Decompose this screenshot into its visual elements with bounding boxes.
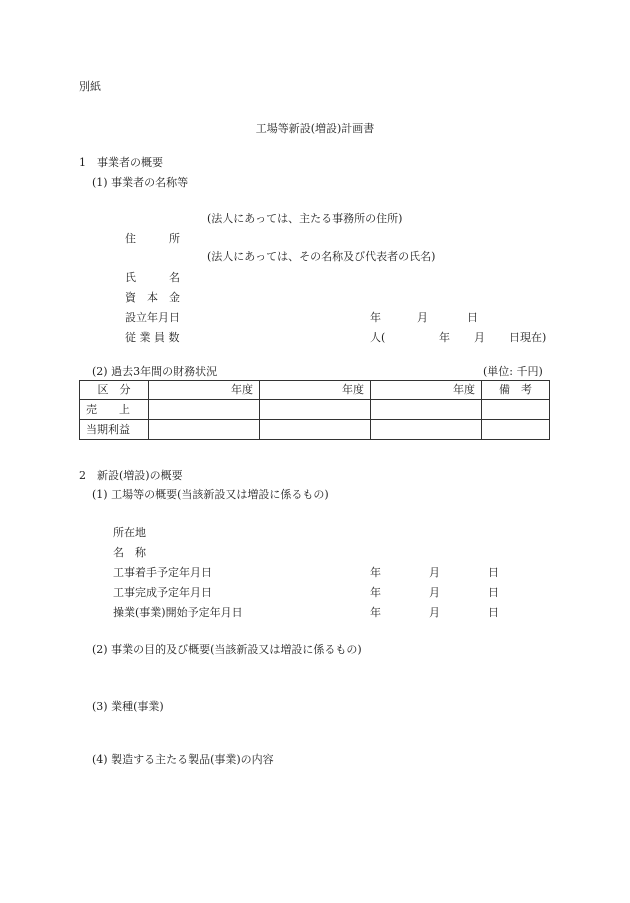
date-day: 日: [488, 586, 499, 599]
table-row: [80, 400, 550, 420]
facility-name-label: 名 称: [113, 546, 146, 559]
employees-person: 人(: [370, 331, 386, 344]
construction-start-label: 工事着手予定年月日: [113, 566, 212, 579]
table-header-row: [80, 381, 550, 400]
section2-sub1-heading: (1) 工場等の概要(当該新設又は増設に係るもの): [92, 488, 329, 501]
table-cell: [482, 420, 550, 440]
header-remarks: 備 考: [482, 381, 550, 400]
name-label: 氏 名: [125, 271, 180, 284]
section1-sub2-heading: (2) 過去3年間の財務状況: [92, 365, 218, 378]
date-month: 月: [429, 566, 440, 579]
established-day: 日: [467, 311, 478, 324]
section2-sub2-heading: (2) 事業の目的及び概要(当該新設又は増設に係るもの): [92, 643, 362, 656]
employees-asof: 日現在): [509, 331, 547, 344]
operation-start-label: 操業(事業)開始予定年月日: [113, 606, 243, 619]
date-month: 月: [429, 586, 440, 599]
construction-complete-label: 工事完成予定年月日: [113, 586, 212, 599]
header-year-1: 年度: [149, 381, 260, 400]
header-year-3: 年度: [371, 381, 482, 400]
date-year: 年: [370, 606, 381, 619]
capital-label: 資 本 金: [125, 291, 180, 304]
location-label: 所在地: [113, 526, 146, 539]
address-note: (法人にあっては、主たる事務所の住所): [207, 212, 403, 225]
established-label: 設立年月日: [125, 311, 180, 324]
date-year: 年: [370, 566, 381, 579]
table-cell: [371, 400, 482, 420]
section1-heading: 1 事業者の概要: [79, 156, 163, 169]
header-division: 区 分: [80, 381, 149, 400]
address-label: 住 所: [125, 232, 180, 245]
table-cell: [371, 420, 482, 440]
employees-month: 月: [474, 331, 485, 344]
employees-year: 年: [439, 331, 450, 344]
header-year-2: 年度: [260, 381, 371, 400]
name-note: (法人にあっては、その名称及び代表者の氏名): [207, 250, 436, 263]
date-year: 年: [370, 586, 381, 599]
section1-sub1-heading: (1) 事業者の名称等: [92, 176, 189, 189]
attachment-label: 別紙: [79, 80, 101, 93]
established-year: 年: [370, 311, 381, 324]
row-label-profit: 当期利益: [80, 420, 149, 440]
unit-label: (単位: 千円): [483, 365, 543, 378]
date-month: 月: [429, 606, 440, 619]
employees-label: 従 業 員 数: [125, 331, 180, 344]
date-day: 日: [488, 566, 499, 579]
table-cell: [482, 400, 550, 420]
document-title: 工場等新設(増設)計画書: [255, 122, 375, 135]
row-label-sales: 売 上: [80, 400, 149, 420]
section2-sub4-heading: (4) 製造する主たる製品(事業)の内容: [92, 753, 274, 766]
table-row: [80, 420, 550, 440]
table-cell: [149, 420, 260, 440]
date-day: 日: [488, 606, 499, 619]
table-cell: [149, 400, 260, 420]
section2-sub3-heading: (3) 業種(事業): [92, 700, 164, 713]
table-cell: [260, 420, 371, 440]
financial-table: [79, 380, 550, 440]
established-month: 月: [417, 311, 428, 324]
section2-heading: 2 新設(増設)の概要: [79, 469, 183, 482]
table-cell: [260, 400, 371, 420]
